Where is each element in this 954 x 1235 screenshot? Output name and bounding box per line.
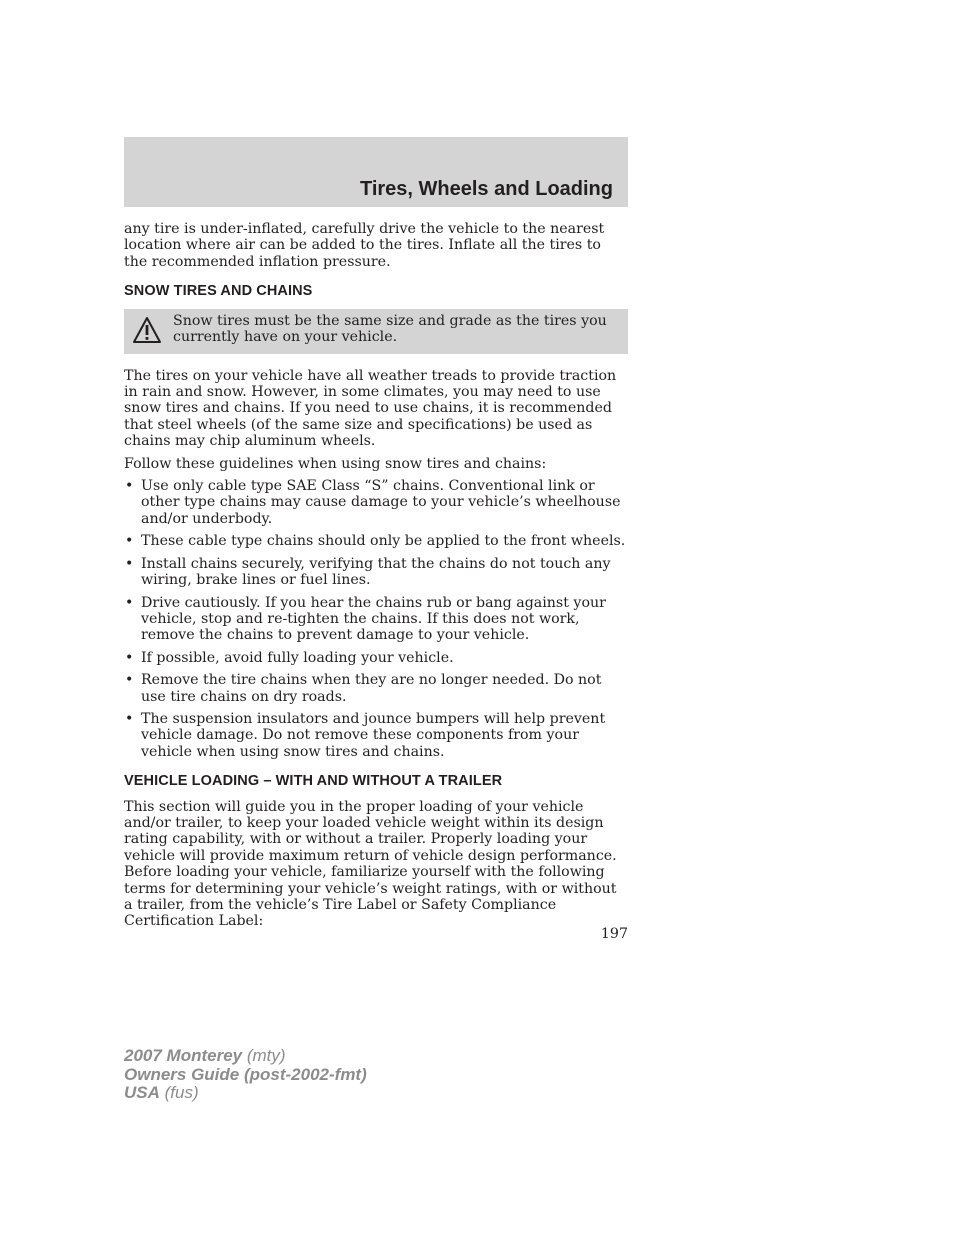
vehicle-loading-heading: VEHICLE LOADING – WITH AND WITHOUT A TRAILER: [124, 773, 503, 790]
warning-icon: [132, 316, 162, 344]
document-footer: [124, 1047, 367, 1103]
list-item: • The suspension insulators and jounce bumpers will help prevent vehicle damage. Do not remove these components from your vehicle when using snow tires and chains.: [124, 711, 628, 760]
list-item: • Remove the tire chains when they are no longer needed. Do not use tire chains on dry roads.: [124, 672, 628, 705]
snow-guidelines-list: [124, 478, 628, 760]
warning-box: [124, 309, 628, 354]
footer-line-2: [124, 1066, 367, 1085]
footer-line-3: [124, 1084, 367, 1103]
list-item: • Drive cautiously. If you hear the chains rub or bang against your vehicle, stop and re-tighten the chains. If this does not work, remove the chains to prevent damage to your vehicle.: [124, 595, 628, 644]
section-title: Tires, Wheels and Loading: [359, 178, 613, 200]
footer-model: 2007 Monterey: [124, 1046, 243, 1065]
footer-model-code: (mty): [246, 1046, 286, 1065]
vehicle-loading-paragraph: This section will guide you in the proper loading of your vehicle and/or trailer, to keep your loaded vehicle weight within its design rating capability, with or without a trailer. Properly loading your vehicle will provide maximum return of vehicle design performance. Before loading your vehicle, familiarize yourself with the following terms for determining your vehicle’s weight ratings, with or without a trailer, from the vehicle’s Tire Label or Safety Compliance Certification Label:: [124, 798, 617, 930]
page-content: [124, 221, 628, 936]
list-item: • If possible, avoid fully loading your vehicle.: [124, 650, 628, 666]
section-header: [124, 137, 628, 207]
footer-line-1: [124, 1047, 367, 1066]
warning-text: Snow tires must be the same size and grade as the tires you currently have on your vehicle.: [173, 312, 607, 346]
snow-paragraph-1: The tires on your vehicle have all weather treads to provide traction in rain and snow. However, in some climates, you may need to use snow tires and chains. If you need to use chains, it is recommended that steel wheels (of the same size and specifications) be used as chains may chip aluminum wheels.: [124, 367, 617, 450]
footer-market: USA: [124, 1083, 160, 1102]
page-number: 197: [600, 926, 628, 942]
list-item: • These cable type chains should only be applied to the front wheels.: [124, 533, 628, 549]
footer-market-code: (fus): [164, 1083, 199, 1102]
list-item: • Use only cable type SAE Class “S” chains. Conventional link or other type chains may cause damage to your vehicle’s wheelhouse and/or underbody.: [124, 478, 628, 527]
footer-guide: Owners Guide (post-2002-fmt): [124, 1064, 367, 1084]
snow-tires-heading: SNOW TIRES AND CHAINS: [124, 283, 313, 300]
list-item: • Install chains securely, verifying that the chains do not touch any wiring, brake lines or fuel lines.: [124, 556, 628, 589]
intro-paragraph: any tire is under-inflated, carefully drive the vehicle to the nearest location where air can be added to the tires. Inflate all the tires to the recommended inflation pressure.: [124, 221, 605, 270]
snow-paragraph-2: Follow these guidelines when using snow tires and chains:: [124, 455, 547, 472]
